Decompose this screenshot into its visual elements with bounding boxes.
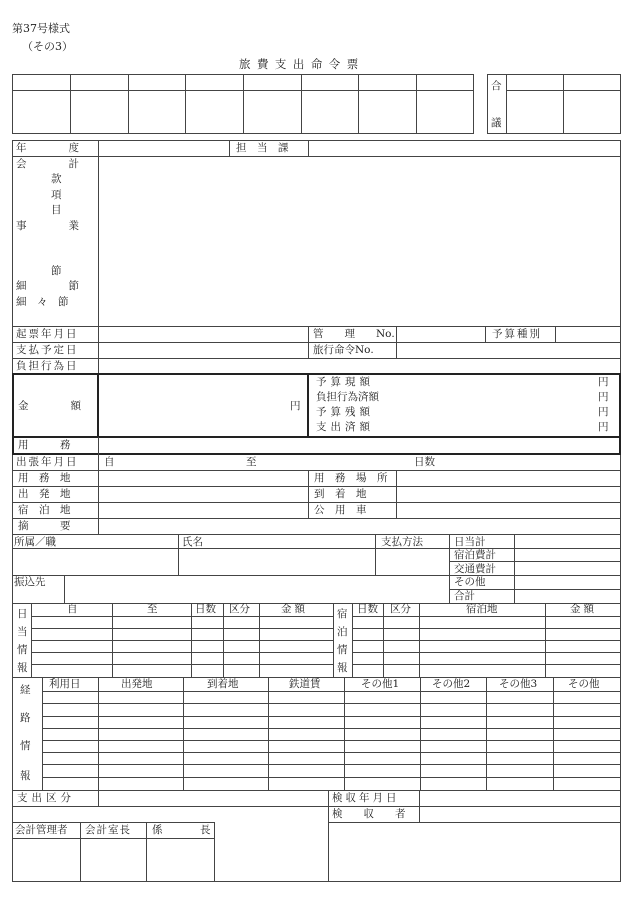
form-part: （その3）	[22, 40, 73, 53]
label-from: 自	[104, 456, 115, 468]
lodging-header-days: 日数	[357, 603, 378, 615]
daily-header-amount: 金額	[281, 603, 308, 615]
route-header-departure: 出発地	[121, 678, 153, 690]
daily-side-3: 情	[17, 644, 28, 656]
role-kakari: 係	[152, 824, 163, 836]
amount-yen: 円	[290, 400, 301, 412]
role-chou: 長	[200, 824, 211, 836]
yen-futan-zumi: 円	[598, 391, 609, 403]
label-yosan-zangaku: 予算残額	[316, 406, 374, 418]
label-jigyou: 事 業	[16, 220, 79, 232]
label-koutsuuhi-kei: 交通費計	[454, 563, 496, 575]
approval-label-bottom: 議	[491, 117, 502, 129]
label-shishutsu-zumi: 支出済額	[316, 421, 374, 433]
label-shishutsu-kubun: 支出区分	[17, 792, 75, 804]
label-ryoko-no: 旅行命令No.	[313, 344, 374, 356]
label-futan: 負担行為日	[16, 360, 79, 372]
lodging-side-4: 報	[337, 662, 348, 674]
lodging-header-place: 宿泊地	[466, 603, 498, 615]
lodging-side-2: 泊	[337, 626, 348, 638]
label-account: 会 計	[16, 158, 79, 170]
lodging-side-1: 宿	[337, 608, 348, 620]
route-header-date: 利用日	[49, 678, 81, 690]
label-amount: 金 額	[18, 400, 81, 412]
lodging-header-amount: 金額	[570, 603, 597, 615]
route-header-other2: その他2	[432, 678, 471, 690]
route-side-4: 報	[20, 770, 31, 782]
label-saisaisetsu: 細 々 節	[16, 296, 69, 308]
label-shiharai-houhou: 支払方法	[381, 536, 423, 548]
label-dept: 担 当 課	[236, 142, 289, 154]
label-setsu: 節	[51, 265, 62, 277]
daily-side-4: 報	[17, 662, 28, 674]
label-moku: 目	[51, 204, 62, 216]
yen-yosan-gengaku: 円	[598, 376, 609, 388]
label-nittou-kei: 日当計	[454, 536, 486, 548]
route-side-1: 経	[20, 684, 31, 696]
label-shiharai: 支払予定日	[16, 344, 79, 356]
daily-side-2: 当	[17, 626, 28, 638]
daily-header-kubun: 区分	[229, 603, 250, 615]
approval-label-top: 合	[491, 80, 502, 92]
label-shozoku: 所属／職	[14, 536, 56, 548]
label-shukuhaku: 宿 泊 地	[18, 504, 71, 516]
daily-header-from: 自	[67, 603, 78, 615]
yen-yosan-zangaku: 円	[598, 406, 609, 418]
label-year: 年 度	[16, 142, 79, 154]
label-shucchou: 出張年月日	[16, 456, 79, 468]
label-kouyousha: 公 用 車	[314, 504, 367, 516]
role-kaikei-shitsuchou: 会計室長	[85, 824, 131, 836]
lodging-header-kubun: 区分	[390, 603, 411, 615]
route-side-2: 路	[20, 712, 31, 724]
daily-header-to: 至	[147, 603, 158, 615]
label-kou: 項	[51, 189, 62, 201]
route-header-other1: その他1	[361, 678, 400, 690]
label-shimei: 氏名	[182, 536, 203, 548]
label-days: 日数	[414, 456, 435, 468]
label-sonota: その他	[454, 576, 486, 588]
daily-header-days: 日数	[195, 603, 216, 615]
role-kaikei-kanrisha: 会計管理者	[15, 824, 68, 836]
label-kan: 款	[51, 173, 62, 185]
label-youmuchi: 用 務 地	[18, 472, 71, 484]
label-youmubasho: 用 務 場 所	[314, 472, 388, 484]
yen-shishutsu-zumi: 円	[598, 421, 609, 433]
label-saisetsu: 細 節	[16, 280, 79, 292]
page-title: 旅 費 支 出 命 令 票	[239, 57, 360, 71]
label-kihyou: 起票年月日	[16, 328, 79, 340]
label-touchaku: 到 着 地	[314, 488, 367, 500]
form-number: 第37号様式	[12, 22, 70, 35]
label-futan-zumi: 負担行為済額	[316, 391, 379, 403]
label-yosan-gengaku: 予算現額	[316, 376, 374, 388]
label-kenshusha: 検 収 者	[332, 808, 406, 820]
daily-side-1: 日	[17, 608, 28, 620]
label-kenshu-date: 検収年月日	[332, 792, 400, 804]
label-youmu: 用 務	[18, 439, 71, 451]
label-furikomisaki: 振込先	[14, 576, 46, 588]
label-shukuhakuhi-kei: 宿泊費計	[454, 549, 496, 561]
label-shuppatsu: 出 発 地	[18, 488, 71, 500]
label-yosan-shubetsu: 予算種別	[492, 328, 542, 340]
label-tekiyou: 摘 要	[18, 520, 71, 532]
label-to: 至	[246, 456, 257, 468]
label-kanri: 管 理 No.	[313, 328, 395, 340]
route-side-3: 情	[20, 740, 31, 752]
route-header-other: その他	[568, 678, 600, 690]
route-header-arrival: 到着地	[207, 678, 239, 690]
route-header-rail: 鉄道賃	[289, 678, 321, 690]
route-header-other3: その他3	[499, 678, 538, 690]
lodging-side-3: 情	[337, 644, 348, 656]
label-goukei: 合計	[454, 590, 475, 602]
